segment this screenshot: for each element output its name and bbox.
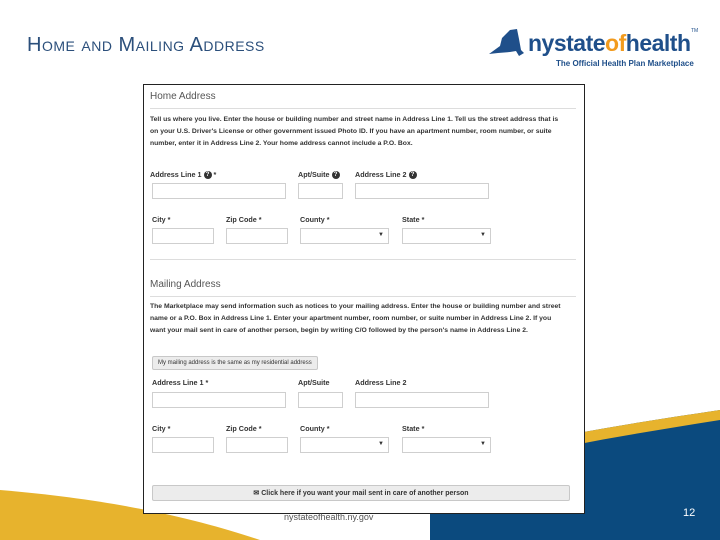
nystateofhealth-logo [486, 24, 701, 74]
required-marker: * [213, 170, 217, 179]
mailing-address-line2-input[interactable] [355, 392, 489, 408]
home-state-select[interactable] [402, 228, 491, 244]
mailing-address-line1-label: Address Line 1 * [152, 378, 209, 387]
help-icon[interactable]: ? [332, 171, 340, 179]
help-icon[interactable]: ? [409, 171, 417, 179]
home-address-description: Tell us where you live. Enter the house or building number and street name in Address Line 1. Tell us the street address that is on your U.S. Driver's License or other government issued Photo ID. If you have an apartment number, room number, or suite number, enter it in Address Line 2. Your home address cannot include a P.O. Box. [150, 116, 559, 147]
mailing-county-label: County * [300, 424, 330, 433]
mailing-zip-input[interactable] [226, 437, 288, 453]
home-apt-input[interactable] [298, 183, 343, 199]
caret-down-icon: ▼ [378, 232, 384, 238]
mailing-zip-label: Zip Code * [226, 424, 262, 433]
mailing-address-section [150, 279, 576, 337]
logo-wordmark [528, 30, 691, 57]
caret-down-icon: ▼ [378, 441, 384, 447]
home-city-input[interactable] [152, 228, 214, 244]
mailing-county-select[interactable] [300, 437, 389, 453]
home-zip-label: Zip Code * [226, 215, 262, 224]
form-screenshot [143, 84, 585, 514]
mailing-state-select[interactable] [402, 437, 491, 453]
home-apt-label [298, 170, 340, 179]
section-divider [150, 259, 576, 260]
mailing-address-divider [150, 296, 576, 297]
logo-wordmark-of: of [605, 30, 626, 56]
help-icon[interactable]: ? [204, 171, 212, 179]
logo-tagline: The Official Health Plan Marketplace [556, 59, 694, 68]
mailing-apt-label: Apt/Suite [298, 378, 330, 387]
care-of-button-label: Click here if you want your mail sent in care of another person [261, 490, 469, 497]
home-address-line1-label [150, 170, 216, 179]
mailing-city-input[interactable] [152, 437, 214, 453]
footer-url: nystateofhealth.ny.gov [284, 512, 374, 522]
home-address-line2-input[interactable] [355, 183, 489, 199]
mailing-address-description: The Marketplace may send information such as notices to your mailing address. Enter the house or building number and street name or a P.O. Box in Address Line 1. Enter your apartment number, room number, or suite number in Address Line 2. If you want your mail sent in care of another person, begin by writing C/O followed by the person's name in Address Line 2. [150, 303, 561, 334]
home-zip-input[interactable] [226, 228, 288, 244]
mailing-address-title: Mailing Address [150, 279, 221, 290]
home-address-divider [150, 108, 576, 109]
caret-down-icon: ▼ [480, 232, 486, 238]
mailing-address-line2-label: Address Line 2 [355, 378, 407, 387]
home-address-line2-label [355, 170, 417, 179]
slide-title: Home and Mailing Address [27, 34, 265, 56]
home-apt-label-text: Apt/Suite [298, 170, 330, 179]
home-city-label: City * [152, 215, 171, 224]
mailing-city-label: City * [152, 424, 171, 433]
page-number: 12 [683, 507, 696, 519]
logo-wordmark-health: health [625, 30, 691, 56]
home-address-section [150, 91, 576, 150]
care-of-button[interactable] [152, 485, 570, 501]
home-address-title: Home Address [150, 91, 216, 102]
caret-down-icon: ▼ [480, 441, 486, 447]
home-county-select[interactable] [300, 228, 389, 244]
logo-wordmark-ny: nystate [528, 30, 606, 56]
mailing-apt-input[interactable] [298, 392, 343, 408]
home-address-line2-label-text: Address Line 2 [355, 170, 407, 179]
logo-trademark: TM [691, 28, 699, 34]
home-address-line1-input[interactable] [152, 183, 286, 199]
mailing-address-line1-input[interactable] [152, 392, 286, 408]
envelope-icon: ✉ [253, 490, 260, 497]
home-state-label: State * [402, 215, 425, 224]
home-county-label: County * [300, 215, 330, 224]
mailing-state-label: State * [402, 424, 425, 433]
home-address-line1-label-text: Address Line 1 [150, 170, 202, 179]
same-as-residential-button[interactable]: My mailing address is the same as my residential address [152, 356, 318, 370]
ny-state-map-icon [486, 26, 526, 62]
